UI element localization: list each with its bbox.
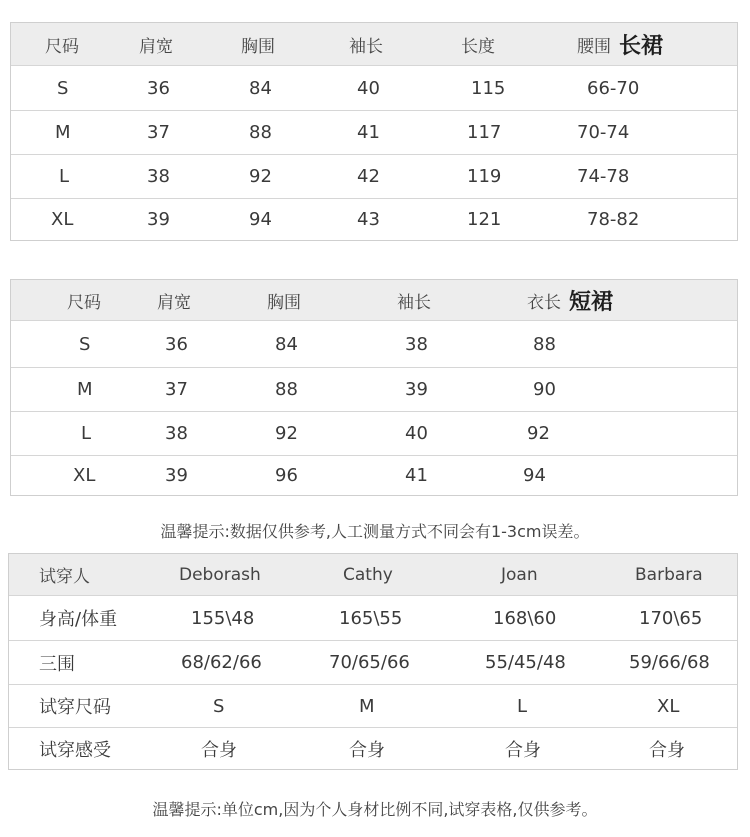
- table-header-row: [9, 554, 737, 595]
- header-waist-label: 腰围: [577, 36, 611, 57]
- cell-sleeve: 39: [405, 379, 428, 400]
- header-shoulder: 肩宽: [157, 292, 191, 313]
- cell-bust: 84: [275, 333, 298, 355]
- cell-shoulder: 37: [165, 379, 188, 400]
- cell-size: S: [79, 333, 91, 355]
- cell-length: 119: [467, 166, 502, 187]
- cell-shoulder: 36: [165, 333, 188, 355]
- table-title-long-skirt: 长裙: [619, 33, 664, 59]
- cell-deborash: 68/62/66: [181, 652, 262, 673]
- cell-sleeve: 38: [405, 333, 428, 355]
- cell-barbara: 170\65: [639, 607, 703, 629]
- cell-garment-length: 94: [523, 465, 546, 486]
- table-row: [9, 684, 737, 727]
- row-label: 三围: [39, 653, 75, 675]
- table-row: [11, 320, 737, 367]
- cell-deborash: 155\48: [191, 607, 255, 629]
- cell-size: L: [59, 166, 70, 187]
- table-header-row: [11, 280, 737, 320]
- header-garment-length: [527, 280, 613, 320]
- cell-waist: 66-70: [587, 77, 640, 99]
- cell-shoulder: 39: [165, 465, 188, 486]
- table-row: [9, 727, 737, 769]
- cell-joan: 168\60: [493, 607, 557, 629]
- cell-sleeve: 40: [357, 77, 380, 99]
- cell-shoulder: 39: [147, 209, 170, 230]
- cell-cathy: 70/65/66: [329, 652, 410, 673]
- header-waist: [577, 23, 663, 65]
- cell-cathy: 合身: [349, 739, 385, 761]
- fitting-note: 温馨提示:单位cm,因为个人身材比例不同,试穿表格,仅供参考。: [152, 800, 598, 819]
- cell-sleeve: 40: [405, 423, 428, 444]
- header-shoulder: 肩宽: [139, 36, 173, 57]
- cell-cathy: 165\55: [339, 607, 403, 629]
- header-bust: 胸围: [267, 292, 301, 313]
- cell-garment-length: 90: [533, 379, 556, 400]
- cell-bust: 92: [275, 423, 298, 444]
- cell-size: XL: [73, 465, 96, 486]
- header-model-barbara: Barbara: [635, 564, 703, 585]
- table-row: [9, 640, 737, 684]
- cell-joan: 55/45/48: [485, 652, 566, 673]
- cell-deborash: S: [213, 695, 225, 717]
- cell-shoulder: 38: [147, 166, 170, 187]
- cell-sleeve: 41: [357, 122, 380, 143]
- cell-garment-length: 88: [533, 333, 556, 355]
- cell-bust: 96: [275, 465, 298, 486]
- cell-bust: 88: [275, 379, 298, 400]
- table-header-row: [11, 23, 737, 65]
- header-tester: 试穿人: [39, 567, 90, 587]
- cell-shoulder: 37: [147, 122, 170, 143]
- table-row: [9, 595, 737, 640]
- cell-joan: 合身: [505, 739, 541, 761]
- cell-bust: 88: [249, 122, 272, 143]
- cell-barbara: 合身: [649, 739, 685, 761]
- cell-length: 121: [467, 209, 502, 230]
- cell-shoulder: 38: [165, 423, 188, 444]
- cell-waist: 70-74: [577, 122, 630, 143]
- table-row: [11, 110, 737, 154]
- cell-joan: L: [517, 695, 528, 717]
- cell-sleeve: 42: [357, 166, 380, 187]
- cell-sleeve: 43: [357, 209, 380, 230]
- row-label: 身高/体重: [39, 609, 118, 630]
- header-length: 长度: [461, 36, 495, 57]
- header-model-deborash: Deborash: [179, 564, 261, 585]
- table-row: [11, 65, 737, 110]
- cell-deborash: 合身: [201, 739, 237, 761]
- table-title-short-skirt: 短裙: [569, 289, 614, 315]
- row-label: 试穿尺码: [39, 697, 111, 718]
- fitting-table: [8, 553, 738, 770]
- cell-garment-length: 92: [527, 423, 550, 444]
- cell-cathy: M: [359, 695, 375, 717]
- table-row: [11, 455, 737, 495]
- cell-barbara: 59/66/68: [629, 652, 710, 673]
- table-row: [11, 367, 737, 411]
- table-row: [11, 411, 737, 455]
- short-skirt-size-table: [10, 279, 738, 496]
- cell-size: XL: [51, 209, 74, 230]
- table-row: [11, 198, 737, 240]
- cell-length: 117: [467, 122, 502, 143]
- cell-barbara: XL: [657, 695, 680, 717]
- long-skirt-size-table: [10, 22, 738, 241]
- cell-size: S: [57, 77, 69, 99]
- header-model-joan: Joan: [501, 564, 538, 585]
- measurement-note: 温馨提示:数据仅供参考,人工测量方式不同会有1-3cm误差。: [160, 522, 590, 541]
- cell-shoulder: 36: [147, 77, 170, 99]
- header-bust: 胸围: [241, 36, 275, 57]
- cell-size: M: [55, 122, 71, 143]
- cell-bust: 84: [249, 77, 272, 99]
- cell-size: L: [81, 423, 92, 444]
- cell-sleeve: 41: [405, 465, 428, 486]
- cell-waist: 78-82: [587, 209, 640, 230]
- cell-bust: 92: [249, 166, 272, 187]
- table-row: [11, 154, 737, 198]
- header-sleeve: 袖长: [397, 292, 431, 313]
- row-label: 试穿感受: [39, 739, 111, 761]
- header-garment-length-label: 衣长: [527, 292, 561, 313]
- header-size: 尺码: [67, 292, 101, 313]
- cell-length: 115: [471, 77, 506, 99]
- header-model-cathy: Cathy: [343, 564, 393, 585]
- header-size: 尺码: [45, 36, 79, 57]
- cell-size: M: [77, 379, 93, 400]
- header-sleeve: 袖长: [349, 36, 383, 57]
- cell-bust: 94: [249, 209, 272, 230]
- cell-waist: 74-78: [577, 166, 630, 187]
